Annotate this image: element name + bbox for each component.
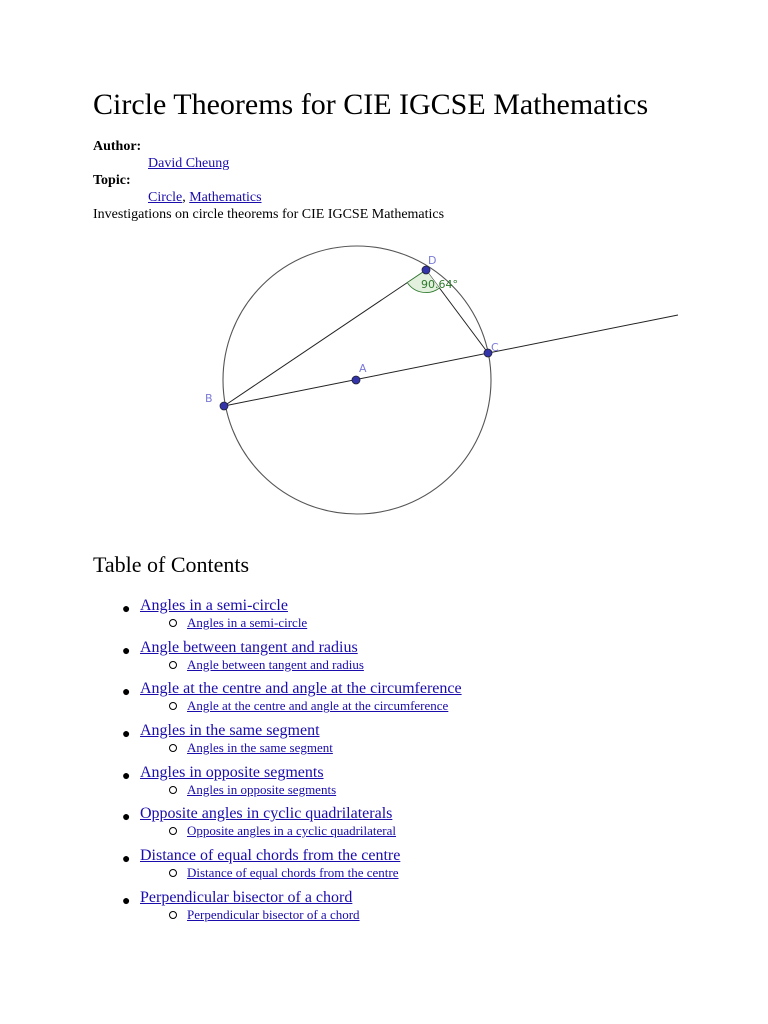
toc-title: Table of Contents: [93, 552, 250, 577]
topic-separator: ,: [182, 190, 190, 205]
toc-item: [93, 802, 733, 844]
toc-sublink[interactable]: Angle between tangent and radius: [187, 656, 364, 672]
toc-sublink[interactable]: Angle at the centre and angle at the circumference: [187, 698, 449, 714]
circle-bullet-icon: [169, 911, 177, 919]
point-b[interactable]: [220, 402, 228, 410]
bullet-icon: ●: [122, 643, 131, 659]
toc-link[interactable]: Perpendicular bisector of a chord: [140, 888, 353, 906]
page-description: Investigations on circle theorems for CIE IGCSE Mathematics: [93, 207, 445, 222]
angle-value-label: 90.64°: [421, 278, 458, 291]
circle-bullet-icon: [169, 786, 177, 794]
circle-bullet-icon: [169, 661, 177, 669]
bullet-icon: ●: [122, 810, 131, 826]
toc-link[interactable]: Angles in the same segment: [140, 722, 320, 740]
toc-sublink[interactable]: Angles in a semi-circle: [187, 615, 308, 630]
circle-bullet-icon: [169, 869, 177, 877]
toc-sublink[interactable]: Perpendicular bisector of a chord: [187, 906, 360, 922]
circle-bullet-icon: [169, 702, 177, 710]
topic-link-mathematics[interactable]: Mathematics: [189, 190, 262, 205]
toc-sublink[interactable]: Angles in opposite segments: [187, 781, 337, 797]
toc-sublink[interactable]: Angles in the same segment: [187, 740, 333, 756]
label-d: D: [428, 254, 437, 267]
bullet-icon: ●: [122, 768, 131, 784]
toc-link[interactable]: Angles in a semi-circle: [140, 597, 288, 614]
circle-theorem-diagram[interactable]: [0, 240, 768, 530]
point-d[interactable]: [422, 266, 430, 274]
label-a: A: [359, 362, 367, 375]
toc-sublink[interactable]: Distance of equal chords from the centre: [187, 865, 399, 881]
author-link[interactable]: David Cheung: [148, 156, 230, 171]
toc-sublink[interactable]: Opposite angles in a cyclic quadrilateral: [187, 823, 397, 839]
topic-link-circle[interactable]: Circle: [148, 190, 183, 205]
point-a[interactable]: [352, 376, 360, 384]
toc-item: [93, 594, 733, 636]
toc-link[interactable]: Opposite angles in cyclic quadrilaterals: [140, 805, 393, 823]
toc-link[interactable]: Angle at the centre and angle at the circumference: [140, 680, 462, 698]
bullet-icon: ●: [122, 893, 131, 909]
toc-item: [93, 886, 733, 928]
topic-label: Topic:: [93, 173, 131, 188]
circle-bullet-icon: [169, 619, 177, 627]
toc-link[interactable]: Distance of equal chords from the centre: [140, 847, 401, 865]
toc-item: [93, 677, 733, 719]
bullet-icon: ●: [122, 685, 131, 701]
toc-link[interactable]: Angle between tangent and radius: [140, 638, 358, 656]
toc-item: [93, 719, 733, 761]
toc-link[interactable]: Angles in opposite segments: [140, 763, 324, 781]
page-title: Circle Theorems for CIE IGCSE Mathematics: [93, 88, 649, 121]
bullet-icon: ●: [122, 602, 131, 617]
toc-item: [93, 844, 733, 886]
topic-links: [148, 189, 262, 206]
label-c: C: [491, 341, 499, 354]
toc-item: [93, 636, 733, 678]
bullet-icon: ●: [122, 852, 131, 868]
author-label: Author:: [93, 139, 142, 154]
circle-bullet-icon: [169, 744, 177, 752]
toc-item: [93, 761, 733, 803]
table-of-contents: [93, 594, 733, 928]
bullet-icon: ●: [122, 727, 131, 743]
circle-bullet-icon: [169, 827, 177, 835]
label-b: B: [205, 392, 213, 405]
